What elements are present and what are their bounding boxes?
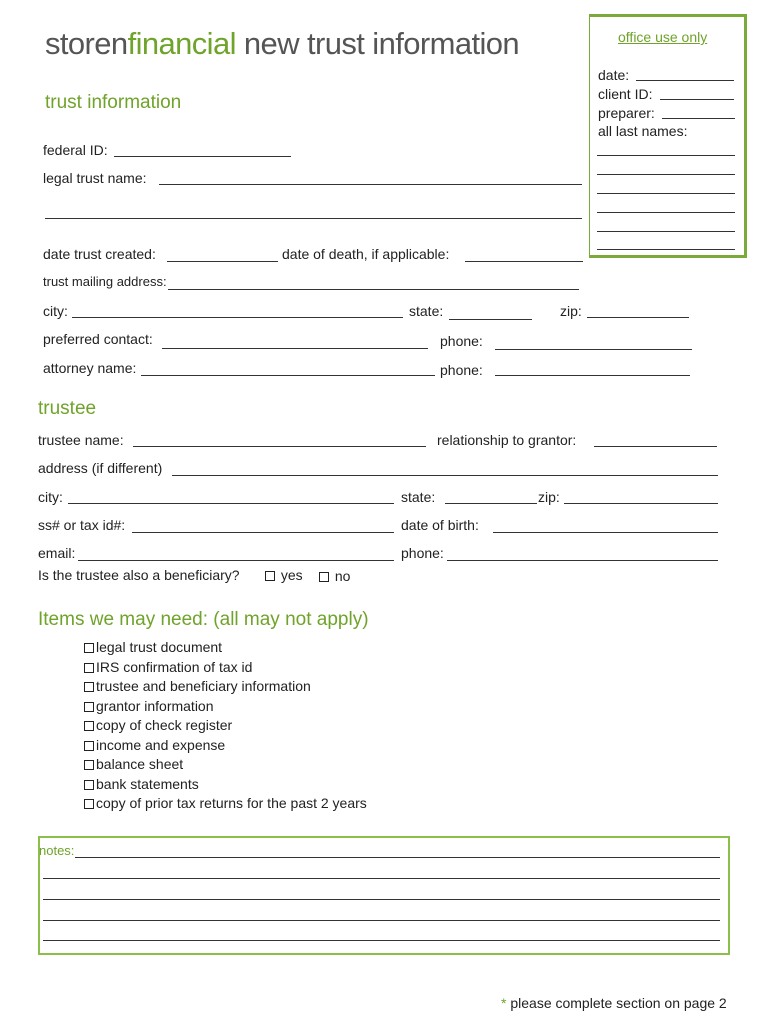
item-checkbox[interactable] (84, 663, 94, 673)
dob-label: date of birth: (401, 517, 479, 533)
office-last-names-line[interactable] (597, 212, 735, 213)
beneficiary-no-option[interactable] (319, 568, 350, 584)
preferred-contact-field[interactable] (162, 348, 428, 349)
items-list (84, 638, 367, 814)
legal-trust-name-field[interactable] (159, 184, 582, 185)
date-of-death-label: date of death, if applicable: (282, 246, 450, 262)
notes-line[interactable] (43, 878, 720, 879)
no-checkbox[interactable] (319, 572, 329, 582)
ssn-field[interactable] (132, 532, 394, 533)
trustee-heading: trustee (38, 398, 97, 419)
yes-checkbox[interactable] (265, 571, 275, 581)
list-item[interactable] (84, 658, 367, 678)
mailing-address-field[interactable] (168, 289, 579, 290)
list-item[interactable] (84, 794, 367, 814)
ssn-label: ss# or tax id#: (38, 517, 126, 533)
office-last-names-line[interactable] (597, 193, 735, 194)
email-field[interactable] (78, 560, 394, 561)
trustee-phone-label: phone: (401, 545, 444, 561)
brand-name-accent: financial (127, 26, 236, 61)
list-item[interactable] (84, 755, 367, 775)
contact-phone-label: phone: (440, 333, 483, 349)
notes-line[interactable] (43, 899, 720, 900)
item-checkbox[interactable] (84, 760, 94, 770)
notes-line[interactable] (43, 940, 720, 941)
trust-info-heading: trust information (45, 92, 182, 113)
trust-state-label: state: (409, 303, 444, 319)
office-last-names-line[interactable] (597, 249, 735, 250)
trustee-name-label: trustee name: (38, 432, 124, 448)
contact-phone-field[interactable] (495, 349, 692, 350)
item-checkbox[interactable] (84, 721, 94, 731)
preferred-contact-label: preferred contact: (43, 331, 153, 347)
item-label: trustee and beneficiary information (96, 678, 311, 694)
office-client-id-field[interactable] (660, 99, 734, 100)
trustee-state-field[interactable] (445, 503, 537, 504)
federal-id-field[interactable] (114, 156, 291, 157)
trust-city-label: city: (43, 303, 68, 319)
office-last-names-line[interactable] (597, 155, 735, 156)
federal-id-label: federal ID: (43, 142, 108, 158)
date-created-field[interactable] (167, 261, 278, 262)
trust-zip-label: zip: (560, 303, 582, 319)
item-label: IRS confirmation of tax id (96, 658, 253, 675)
attorney-phone-field[interactable] (495, 375, 690, 376)
no-label: no (334, 568, 351, 584)
item-checkbox[interactable] (84, 682, 94, 692)
trustee-city-label: city: (38, 489, 63, 505)
item-label: legal trust document (96, 639, 223, 655)
office-last-names-line[interactable] (597, 231, 735, 232)
trustee-city-field[interactable] (68, 503, 394, 504)
item-checkbox[interactable] (84, 741, 94, 751)
beneficiary-yes-option[interactable] (265, 567, 303, 583)
trust-city-field[interactable] (72, 317, 403, 318)
item-checkbox[interactable] (84, 780, 94, 790)
footer-note (501, 995, 727, 1011)
notes-label: notes: (39, 843, 75, 858)
office-preparer-label: preparer: (598, 105, 655, 121)
dob-field[interactable] (493, 532, 718, 533)
item-label: grantor information (96, 697, 214, 714)
list-item[interactable] (84, 736, 367, 756)
legal-trust-name-label: legal trust name: (43, 170, 147, 186)
office-date-label: date: (598, 67, 630, 83)
attorney-phone-label: phone: (440, 362, 483, 378)
trustee-state-label: state: (401, 489, 436, 505)
page-title (45, 26, 519, 62)
item-checkbox[interactable] (84, 799, 94, 809)
yes-label: yes (280, 567, 303, 583)
office-client-id-label: client ID: (598, 86, 653, 102)
legal-trust-name-field-2[interactable] (45, 218, 582, 219)
attorney-name-label: attorney name: (43, 360, 137, 376)
item-label: income and expense (96, 736, 226, 753)
brand-name-plain: storen (45, 26, 128, 61)
notes-line[interactable] (75, 857, 720, 858)
trustee-phone-field[interactable] (447, 560, 718, 561)
list-item[interactable] (84, 638, 367, 658)
item-checkbox[interactable] (84, 702, 94, 712)
item-checkbox[interactable] (84, 643, 94, 653)
email-label: email: (38, 545, 76, 561)
office-date-field[interactable] (636, 80, 734, 81)
trustee-name-field[interactable] (133, 446, 426, 447)
relationship-label: relationship to grantor: (437, 432, 577, 448)
office-last-names-line[interactable] (597, 174, 735, 175)
trustee-zip-label: zip: (538, 489, 560, 505)
list-item[interactable] (84, 677, 367, 697)
office-use-heading: office use only (618, 29, 708, 45)
items-heading: Items we may need: (all may not apply) (38, 609, 369, 630)
notes-box (38, 836, 730, 955)
date-created-label: date trust created: (43, 246, 156, 262)
item-label: balance sheet (96, 756, 184, 772)
date-of-death-field[interactable] (465, 261, 583, 262)
item-label: bank statements (96, 775, 199, 792)
mailing-address-label: trust mailing address: (43, 274, 167, 289)
title-text: new trust information (235, 26, 520, 61)
office-preparer-field[interactable] (662, 118, 735, 119)
item-label: copy of check register (96, 717, 233, 733)
beneficiary-question: Is the trustee also a beneficiary? (38, 567, 240, 583)
trustee-zip-field[interactable] (564, 503, 718, 504)
trustee-address-field[interactable] (172, 475, 718, 476)
list-item[interactable] (84, 697, 367, 717)
list-item[interactable] (84, 775, 367, 795)
trustee-address-label: address (if different) (38, 460, 163, 476)
relationship-field[interactable] (594, 446, 717, 447)
item-label: copy of prior tax returns for the past 2 years (96, 795, 367, 811)
footer-text: please complete section on page 2 (510, 995, 727, 1011)
trust-state-field[interactable] (449, 319, 532, 320)
footer-asterisk: * (501, 995, 507, 1011)
trust-zip-field[interactable] (587, 317, 689, 318)
list-item[interactable] (84, 716, 367, 736)
notes-line[interactable] (43, 920, 720, 921)
attorney-name-field[interactable] (141, 375, 435, 376)
office-last-names-label: all last names: (598, 123, 688, 139)
